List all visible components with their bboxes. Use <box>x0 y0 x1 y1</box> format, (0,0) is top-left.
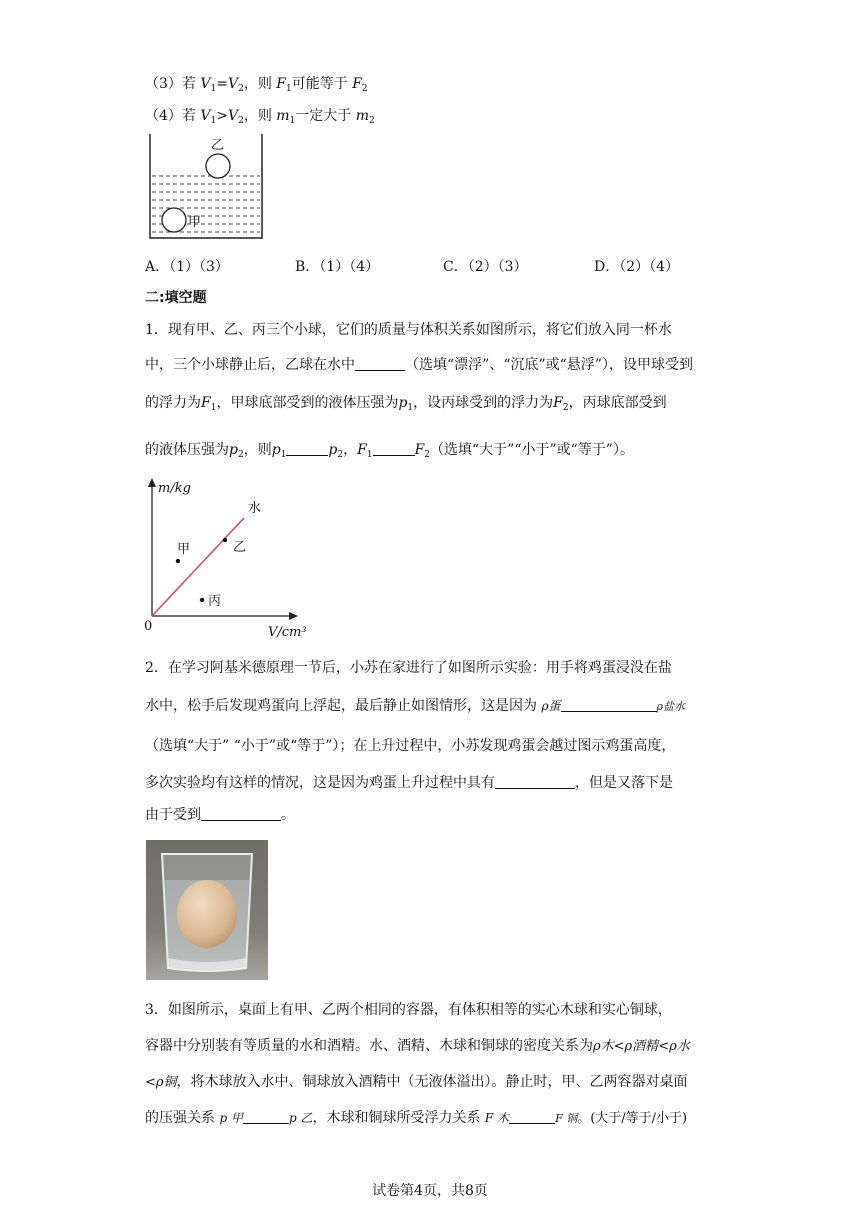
q3-blank-1[interactable] <box>243 1109 289 1124</box>
q2-blank-2[interactable] <box>495 774 575 789</box>
label-jia: 甲 <box>188 215 202 230</box>
q1-blank-3[interactable] <box>373 441 415 456</box>
y-axis-label: m/kg <box>158 481 191 496</box>
q1-line-4: 的液体压强为$p_2$，则$p_1$ $p_2$，$F_1$ $F_2$（选填“大于”“小于”或“等于”）。 <box>145 442 634 460</box>
q2-line-1: 2．在学习阿基米德原理一节后，小苏在家进行了如图所示实验：用手将鸡蛋浸没在盐 <box>145 660 672 676</box>
ball-yi <box>206 154 230 178</box>
x-axis-arrow <box>289 612 298 620</box>
q2-line-5: 由于受到 。 <box>145 807 295 823</box>
point-yi-label: 乙 <box>233 540 247 555</box>
q1-line-2: 中，三个小球静止后，乙球在水中 （选填“漂浮”、“沉底”或“悬浮”），设甲球受到 <box>145 357 693 373</box>
origin-label: 0 <box>144 619 153 634</box>
q2-line-3: （选填“大于” “小于”或“等于”）；在上升过程中，小苏发现鸡蛋会越过图示鸡蛋高度， <box>145 738 676 754</box>
option-d: D．（2）（4） <box>594 259 680 275</box>
section-title: 二:填空题 <box>145 290 207 306</box>
q2-line-2: 水中，松手后发现鸡蛋向上浮起，最后静止如图情形，这是因为 ρ蛋 ρ盐水 <box>145 698 685 714</box>
q2-blank-3[interactable] <box>201 806 281 821</box>
ball-jia <box>162 208 186 232</box>
page-footer: 试卷第4页，共8页 <box>372 1183 488 1199</box>
q3-line-1: 3．如图所示，桌面上有甲、乙两个相同的容器，有体积相等的实心木球和实心铜球， <box>145 1002 672 1018</box>
point-yi <box>223 538 227 542</box>
q2-egg-photo <box>146 840 268 980</box>
q1-line-3: 的浮力为$F_1$，甲球底部受到的液体压强为$p_1$，设丙球受到的浮力为$F_2$，丙球底部受到 <box>145 395 667 413</box>
option-c: C．（2）（3） <box>443 259 528 275</box>
q1-blank-1[interactable] <box>355 356 405 371</box>
q3-blank-2[interactable] <box>509 1109 555 1124</box>
q2-blank-1[interactable] <box>561 697 657 712</box>
container-figure <box>140 132 270 244</box>
egg <box>177 880 237 948</box>
point-jia-label: 甲 <box>177 542 191 557</box>
water-line <box>152 518 247 616</box>
point-bing-label: 丙 <box>208 594 222 609</box>
q1-blank-2[interactable] <box>286 441 328 456</box>
q1-line-1: 1．现有甲、乙、丙三个小球，它们的质量与体积关系如图所示，将它们放入同一杯水 <box>145 322 672 338</box>
point-bing <box>200 598 204 602</box>
option-b: B．（1）（4） <box>295 259 380 275</box>
q3-line-3: <ρ铜，将木球放入水中、铜球放入酒精中（无液体溢出）。静止时，甲、乙两容器对桌面 <box>145 1074 688 1090</box>
q1-mass-volume-graph <box>140 474 320 644</box>
x-axis-label: V/cm³ <box>268 625 307 640</box>
q2-line-4: 多次实验均有这样的情况，这是因为鸡蛋上升过程中具有 ，但是又落下是 <box>145 775 673 791</box>
prev-item-3: （3）若 $V_1=V_2$，则 $F_1$可能等于 $F_2$ <box>145 76 368 94</box>
y-axis-arrow <box>148 478 156 487</box>
q3-line-2: 容器中分别装有等质量的水和酒精。水、酒精、木球和铜球的密度关系为ρ木<ρ酒精<ρ水 <box>145 1038 690 1054</box>
water-line-label: 水 <box>248 501 262 516</box>
prev-item-4: （4）若 $V_1>V_2$，则 $m_1$一定大于 $m_2$ <box>145 108 375 126</box>
label-yi: 乙 <box>211 138 225 153</box>
option-a: A．（1）（3） <box>145 259 229 275</box>
point-jia <box>176 559 180 563</box>
q3-line-4: 的压强关系 p 甲 p 乙，木球和铜球所受浮力关系 F 木 F 铜。(大于/等于/小于) <box>145 1110 688 1126</box>
